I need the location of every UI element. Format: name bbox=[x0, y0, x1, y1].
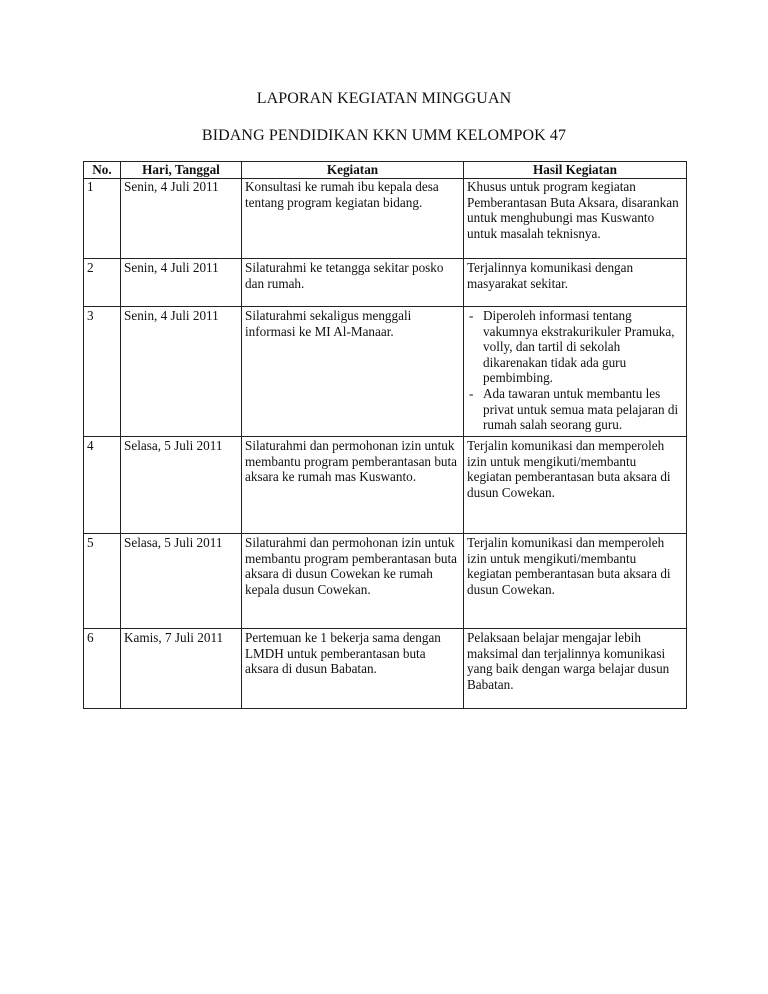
dash-marker: - bbox=[469, 385, 474, 401]
cell-no: 6 bbox=[84, 629, 121, 709]
page-title: LAPORAN KEGIATAN MINGGUAN bbox=[256, 90, 512, 107]
cell-no: 2 bbox=[84, 259, 121, 307]
result-bullet bbox=[467, 308, 683, 386]
cell-activity: Silaturahmi dan permohonan izin untuk membantu program pemberantasan buta aksara di dusun Cowekan ke rumah kepala dusun Cowekan. bbox=[242, 534, 464, 629]
cell-date: Kamis, 7 Juli 2011 bbox=[121, 629, 242, 709]
result-bullet-text: Ada tawaran untuk membantu les privat untuk semua mata pelajaran di rumah salah seorang guru. bbox=[483, 385, 679, 433]
header-no: No. bbox=[84, 162, 121, 179]
cell-date: Senin, 4 Juli 2011 bbox=[121, 307, 242, 437]
cell-date: Senin, 4 Juli 2011 bbox=[121, 259, 242, 307]
table-row bbox=[84, 629, 687, 709]
cell-activity: Pertemuan ke 1 bekerja sama dengan LMDH untuk pemberantasan buta aksara di dusun Babatan. bbox=[242, 629, 464, 709]
cell-activity: Silaturahmi ke tetangga sekitar posko dan rumah. bbox=[242, 259, 464, 307]
dash-marker: - bbox=[469, 308, 474, 323]
header-activity: Kegiatan bbox=[242, 162, 464, 179]
cell-result: Khusus untuk program kegiatan Pemberantasan Buta Aksara, disarankan untuk menghubungi mas Kuswanto untuk masalah teknisnya. bbox=[464, 179, 687, 259]
table-row bbox=[84, 534, 687, 629]
table-row bbox=[84, 437, 687, 534]
activity-table bbox=[83, 161, 687, 709]
table-row bbox=[84, 179, 687, 259]
table-row bbox=[84, 307, 687, 437]
cell-result bbox=[464, 307, 687, 437]
table-row bbox=[84, 259, 687, 307]
cell-activity: Silaturahmi dan permohonan izin untuk membantu program pemberantasan buta aksara ke rumah mas Kuswanto. bbox=[242, 437, 464, 534]
cell-activity: Konsultasi ke rumah ibu kepala desa tentang program kegiatan bidang. bbox=[242, 179, 464, 259]
result-bullet bbox=[467, 386, 683, 433]
page-subtitle: BIDANG PENDIDIKAN KKN UMM KELOMPOK 47 bbox=[201, 127, 567, 144]
header-date: Hari, Tanggal bbox=[121, 162, 242, 179]
cell-result: Terjalin komunikasi dan memperoleh izin untuk mengikuti/membantu kegiatan pemberantasan buta aksara di dusun Cowekan. bbox=[464, 437, 687, 534]
cell-no: 4 bbox=[84, 437, 121, 534]
cell-no: 5 bbox=[84, 534, 121, 629]
cell-date: Senin, 4 Juli 2011 bbox=[121, 179, 242, 259]
header-result: Hasil Kegiatan bbox=[464, 162, 687, 179]
cell-no: 1 bbox=[84, 179, 121, 259]
result-bullet-text: Diperoleh informasi tentang vakumnya ekstrakurikuler Pramuka, volly, dan tartil di sekolah dikarenakan tidak ada guru pembimbing. bbox=[483, 308, 675, 386]
cell-result: Terjalin komunikasi dan memperoleh izin untuk mengikuti/membantu kegiatan pemberantasan buta aksara di dusun Cowekan. bbox=[464, 534, 687, 629]
cell-no: 3 bbox=[84, 307, 121, 437]
cell-activity: Silaturahmi sekaligus menggali informasi ke MI Al-Manaar. bbox=[242, 307, 464, 437]
cell-date: Selasa, 5 Juli 2011 bbox=[121, 534, 242, 629]
table-header-row bbox=[84, 162, 687, 179]
cell-date: Selasa, 5 Juli 2011 bbox=[121, 437, 242, 534]
cell-result: Terjalinnya komunikasi dengan masyarakat sekitar. bbox=[464, 259, 687, 307]
cell-result: Pelaksaan belajar mengajar lebih maksimal dan terjalinnya komunikasi yang baik dengan warga belajar dusun Babatan. bbox=[464, 629, 687, 709]
